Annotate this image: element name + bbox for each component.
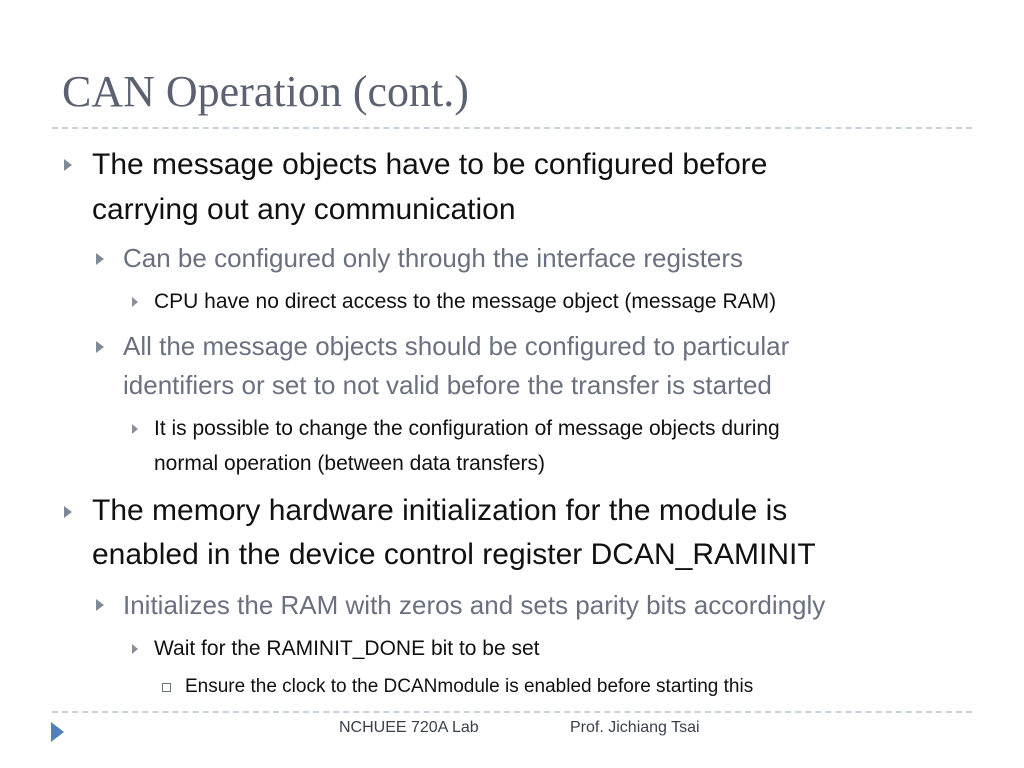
bullet-2a-i-1: Ensure the clock to the DCANmodule is enabled before starting this [185,676,754,697]
bullet-arrow-icon [64,506,72,518]
bullet-1-line-2: carrying out any communication [92,193,516,226]
bullet-2-line-2: enabled in the device control register DCAN_RAMINIT [92,538,816,571]
bullet-1-line-1: The message objects have to be configured before [92,148,768,181]
bullet-arrow-icon [132,424,138,434]
bullet-1a: Can be configured only through the interface registers [123,243,744,273]
footer-lab: NCHUEE 720A Lab [339,719,479,736]
bullet-arrow-icon [96,599,104,611]
bullet-arrow-icon [96,341,104,353]
square-bullet-icon [162,683,171,692]
bullet-1b-line-2: identifiers or set to not valid before the transfer is started [123,370,772,400]
next-slide-arrow-icon[interactable] [51,722,64,742]
bullet-1a-i: CPU have no direct access to the message object (message RAM) [154,290,777,313]
bullet-2a-i: Wait for the RAMINIT_DONE bit to be set [154,637,540,660]
bullet-arrow-icon [64,159,72,171]
title-divider [52,127,972,129]
slide-title: CAN Operation (cont.) [62,67,469,116]
bullet-1b-i-line-1: It is possible to change the configuration of message objects during [154,417,780,440]
footer-author: Prof. Jichiang Tsai [570,719,700,736]
bullet-1b-i-line-2: normal operation (between data transfers) [154,452,546,475]
bullet-2-line-1: The memory hardware initialization for the module is [92,494,788,527]
footer-divider [52,711,972,713]
bullet-arrow-icon [96,253,104,265]
bullet-arrow-icon [132,644,138,654]
bullet-2a: Initializes the RAM with zeros and sets parity bits accordingly [123,590,826,620]
bullet-arrow-icon [132,297,138,307]
bullet-1b-line-1: All the message objects should be configured to particular [123,331,790,361]
